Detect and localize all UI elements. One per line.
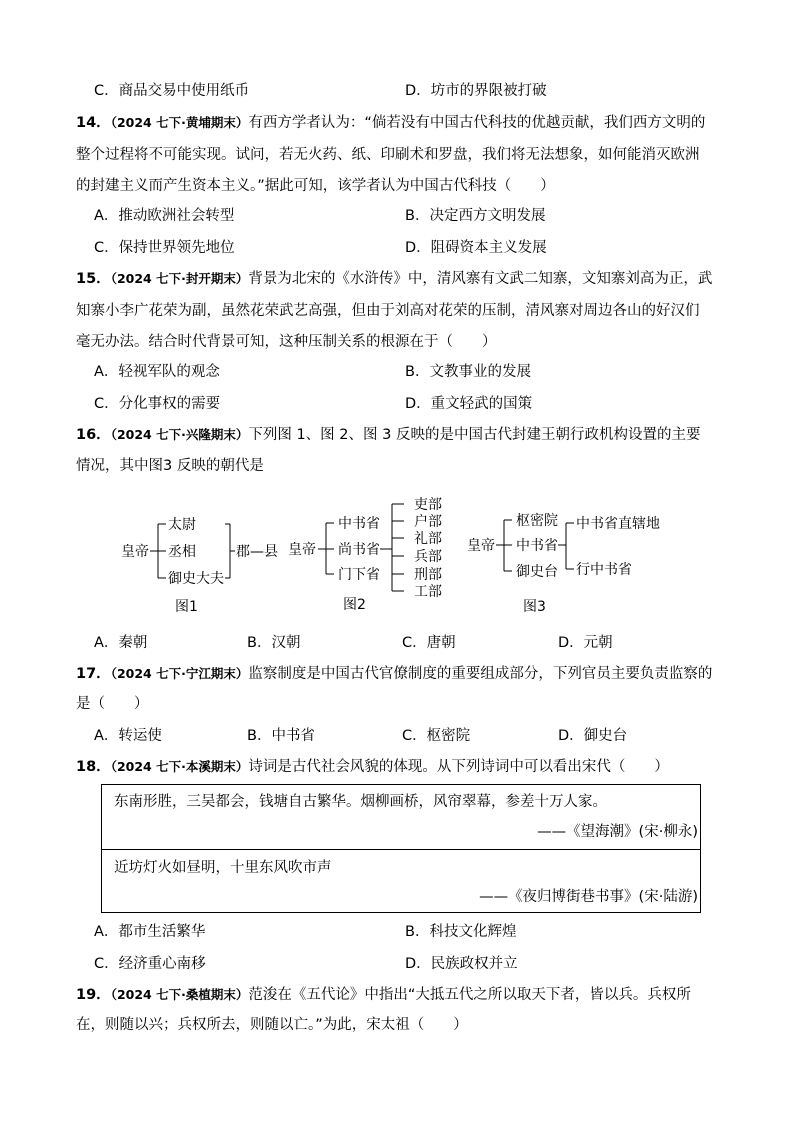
q14-text: 有西方学者认为：“倘若没有中国古代科技的优越贡献，我们西方文明的 [248, 115, 706, 131]
q15-option-c[interactable]: C．分化事权的需要 [94, 396, 221, 412]
q15-source: （2024 七下·封开期末） [110, 271, 249, 286]
q18-poem-box [101, 784, 701, 913]
q18-poem-1-attribution: ——《望海潮》(宋·柳永) [537, 824, 698, 840]
q18-option-b[interactable]: B．科技文化辉煌 [405, 924, 517, 940]
fig1-tail: 郡—县 [236, 544, 278, 560]
q18-stem-line-1 [76, 757, 669, 777]
q16-option-a[interactable]: A．秦朝 [94, 635, 148, 651]
q15-text: 背景为北宋的《水浒传》中，清风寨有文武二知寨，文知寨刘高为正，武 [248, 271, 713, 287]
fig2-branch-3: 门下省 [338, 567, 380, 583]
q19-text: 范浚在《五代论》中指出“大抵五代之所以取天下者，皆以兵。兵权所 [248, 987, 691, 1003]
q16-stem-line-2: 情况，其中图3 反映的朝代是 [76, 458, 264, 474]
q18-option-a[interactable]: A．都市生活繁华 [94, 924, 206, 940]
q16-source: （2024 七下·兴隆期末） [110, 427, 249, 442]
q19-stem-line-1 [76, 985, 691, 1005]
fig1-root: 皇帝 [121, 544, 149, 560]
q16-option-d[interactable]: D．元朝 [558, 635, 613, 651]
fig2-ministry-4: 兵部 [414, 549, 442, 565]
q18-number: 18． [76, 759, 111, 775]
q13-option-c[interactable]: C．商品交易中使用纸币 [94, 83, 250, 99]
fig3-sub-1: 中书省直辖地 [576, 516, 660, 532]
fig2-ministry-1: 吏部 [414, 497, 442, 513]
q18-text: 诗词是古代社会风貌的体现。从下列诗词中可以看出宋代（ ） [248, 759, 669, 775]
fig1-branch-3: 御史大夫 [168, 571, 224, 587]
q15-option-a[interactable]: A．轻视军队的观念 [94, 364, 220, 380]
q15-stem-line-1 [76, 269, 712, 289]
q15-number: 15． [76, 271, 111, 287]
fig1-caption: 图1 [175, 599, 198, 615]
q14-stem-line-2: 整个过程将不可能实现。试问，若无火药、纸、印刷术和罗盘，我们将无法想象，如何能消灭欧洲 [76, 147, 700, 163]
q16-option-b[interactable]: B．汉朝 [247, 635, 301, 651]
q14-option-a[interactable]: A．推动欧洲社会转型 [94, 208, 235, 224]
q18-source: （2024 七下·本溪期末） [110, 759, 249, 774]
fig3-root: 皇帝 [467, 538, 495, 554]
fig2-ministry-2: 户部 [414, 514, 442, 530]
q14-stem-line-3: 的封建主义而产生资本主义。”据此可知，该学者认为中国古代科技（ ） [76, 178, 555, 194]
q19-number: 19． [76, 987, 111, 1003]
fig2-ministry-6: 工部 [414, 584, 442, 600]
q16-figures [0, 490, 794, 620]
q16-stem-line-1 [76, 425, 700, 445]
q18-poem-1: 东南形胜，三吴都会，钱塘自古繁华。烟柳画桥，风帘翠幕，参差十万人家。 [114, 794, 607, 810]
q15-stem-line-3: 毫无办法。结合时代背景可知，这种压制关系的根源在于（ ） [76, 334, 497, 350]
q17-option-c[interactable]: C．枢密院 [402, 728, 471, 744]
q17-stem-line-1 [76, 664, 712, 684]
q16-option-c[interactable]: C．唐朝 [402, 635, 456, 651]
q18-poem-divider [102, 849, 700, 850]
q19-stem-line-2: 在，则随以兴；兵权所去，则随以亡。”为此，宋太祖（ ） [76, 1017, 468, 1033]
q14-option-d[interactable]: D．阻碍资本主义发展 [405, 240, 547, 256]
q14-stem-line-1 [76, 113, 705, 133]
fig2-ministry-5: 刑部 [414, 567, 442, 583]
q15-option-b[interactable]: B．文教事业的发展 [405, 364, 531, 380]
q15-stem-line-2: 知寨小李广花荣为副，虽然花荣武艺高强，但由于刘高对花荣的压制，清风寨对周边各山的好汉们 [76, 303, 700, 319]
q18-option-d[interactable]: D．民族政权并立 [405, 956, 518, 972]
q17-text: 监察制度是中国古代官僚制度的重要组成部分，下列官员主要负责监察的 [248, 666, 713, 682]
q15-option-d[interactable]: D．重文轻武的国策 [405, 396, 533, 412]
q18-poem-2-attribution: ——《夜归博街巷书事》(宋·陆游) [479, 889, 698, 905]
fig1-branch-2: 丞相 [168, 544, 196, 560]
q13-option-d[interactable]: D．坊市的界限被打破 [405, 83, 547, 99]
fig3-branch-1: 枢密院 [516, 513, 558, 529]
fig1-branch-1: 太尉 [168, 517, 196, 533]
q18-option-c[interactable]: C．经济重心南移 [94, 956, 206, 972]
fig2-branch-1: 中书省 [338, 516, 380, 532]
q14-number: 14． [76, 115, 111, 131]
q19-source: （2024 七下·桑植期末） [110, 987, 249, 1002]
q17-option-d[interactable]: D．御史台 [558, 728, 628, 744]
fig2-caption: 图2 [343, 597, 366, 613]
q17-option-a[interactable]: A．转运使 [94, 728, 162, 744]
fig2-root: 皇帝 [288, 542, 316, 558]
q14-option-b[interactable]: B．决定西方文明发展 [405, 208, 546, 224]
q17-source: （2024 七下·宁江期末） [110, 666, 249, 681]
fig3-caption: 图3 [523, 599, 546, 615]
q18-poem-2: 近坊灯火如昼明，十里东风吹市声 [114, 860, 332, 876]
q17-number: 17． [76, 666, 111, 682]
q17-option-b[interactable]: B．中书省 [247, 728, 315, 744]
q17-stem-line-2: 是（ ） [76, 696, 149, 712]
fig3-branch-3: 御史台 [516, 564, 558, 580]
q16-number: 16． [76, 427, 111, 443]
fig3-branch-2: 中书省 [516, 538, 558, 554]
fig2-ministry-3: 礼部 [414, 531, 442, 547]
q14-source: （2024 七下·黄埔期末） [110, 115, 249, 130]
fig2-branch-2: 尚书省 [338, 542, 380, 558]
fig3-sub-2: 行中书省 [576, 562, 632, 578]
q14-option-c[interactable]: C．保持世界领先地位 [94, 240, 235, 256]
q16-text: 下列图 1、图 2、图 3 反映的是中国古代封建王朝行政机构设置的主要 [248, 427, 701, 443]
